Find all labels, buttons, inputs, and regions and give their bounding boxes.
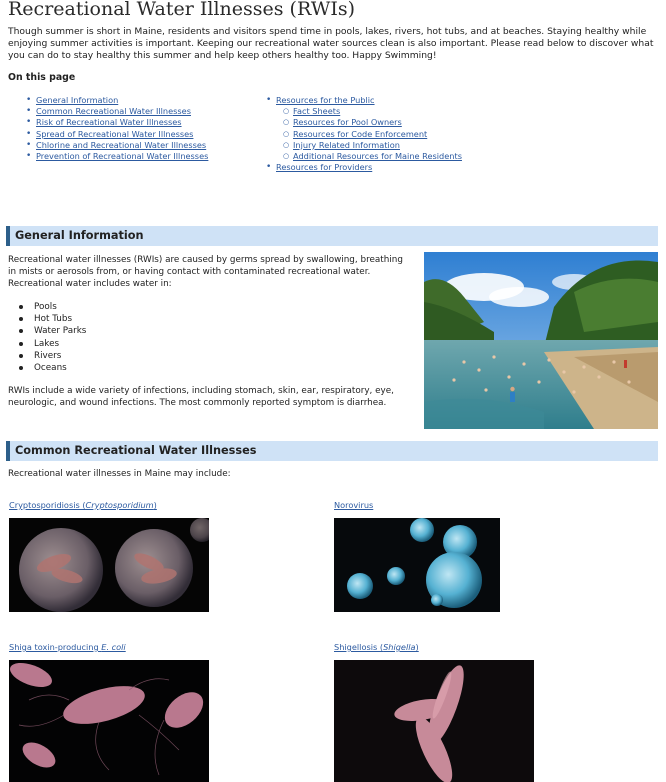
toc-link-resources-providers[interactable]: • Resources for Providers: [266, 162, 462, 173]
list-item: Oceans: [8, 362, 86, 374]
page-title: Recreational Water Illnesses (RWIs): [8, 0, 356, 20]
general-paragraph-1: Recreational water illnesses (RWIs) are caused by germs spread by swallowing, breathing in mists or aerosols from, or having contact with contaminated recreational water. Recreational water includes water in:: [8, 255, 403, 290]
on-this-page-heading: On this page: [8, 72, 76, 83]
toc-right-list: [266, 95, 462, 173]
toc-link-general-information[interactable]: • General Information: [26, 95, 208, 106]
common-rwi-heading: Common Recreational Water Illnesses: [15, 444, 257, 457]
toc-link-spread[interactable]: • Spread of Recreational Water Illnesses: [26, 129, 208, 140]
heading-accent-bar: [6, 441, 10, 461]
toc-link-injury[interactable]: ○ Injury Related Information: [283, 140, 462, 151]
toc-link-chlorine[interactable]: • Chlorine and Recreational Water Illnesses: [26, 140, 208, 151]
toc-link-common-rwi[interactable]: • Common Recreational Water Illnesses: [26, 106, 208, 117]
toc-link-additional-resources[interactable]: ○ Additional Resources for Maine Residents: [283, 151, 462, 162]
heading-accent-bar: [6, 226, 10, 246]
norovirus-image: [334, 518, 500, 612]
list-item: Pools: [8, 301, 86, 313]
stec-link[interactable]: Shiga toxin-producing E. coli: [9, 642, 126, 652]
toc-link-fact-sheets[interactable]: ○ Fact Sheets: [283, 106, 462, 117]
norovirus-link[interactable]: Norovirus: [334, 500, 374, 510]
toc-link-risk[interactable]: • Risk of Recreational Water Illnesses: [26, 117, 208, 128]
toc-link-prevention[interactable]: • Prevention of Recreational Water Illnesses: [26, 151, 208, 162]
general-paragraph-2: RWIs include a wide variety of infections, including stomach, skin, ear, respiratory, eye, neurologic, and wound infections. The most commonly reported symptom is diarrhea.: [8, 386, 394, 409]
e-coli-image: [9, 660, 209, 782]
list-item: Lakes: [8, 338, 86, 350]
list-item: Water Parks: [8, 325, 86, 337]
water-places-list: [8, 301, 86, 374]
toc-link-pool-owners[interactable]: ○ Resources for Pool Owners: [283, 117, 462, 128]
toc-left-list: [26, 95, 208, 162]
river-swimming-photo: [424, 252, 658, 429]
toc-link-code-enforcement[interactable]: ○ Resources for Code Enforcement: [283, 129, 462, 140]
toc-link-resources-public[interactable]: • Resources for the Public: [266, 95, 462, 106]
general-information-heading: General Information: [15, 229, 144, 242]
shigellosis-link[interactable]: Shigellosis (Shigella): [334, 642, 419, 652]
shigella-image: [334, 660, 534, 782]
cryptosporidium-image: [9, 518, 209, 612]
cryptosporidiosis-link[interactable]: Cryptosporidiosis (Cryptosporidium): [9, 500, 157, 510]
general-information-heading-band: [6, 226, 658, 246]
list-item: Rivers: [8, 350, 86, 362]
list-item: Hot Tubs: [8, 313, 86, 325]
common-rwi-heading-band: [6, 441, 658, 461]
common-rwi-intro: Recreational water illnesses in Maine may include:: [8, 469, 231, 479]
intro-paragraph: Though summer is short in Maine, residents and visitors spend time in pools, lakes, rivers, hot tubs, and at beaches. Staying healthy while enjoying summer activities is important. Keeping our recreational water sources clean is also important. Please read below to discover what you can do to stay healthy this summer and help keep others healthy too. Happy Swimming!: [8, 26, 654, 62]
